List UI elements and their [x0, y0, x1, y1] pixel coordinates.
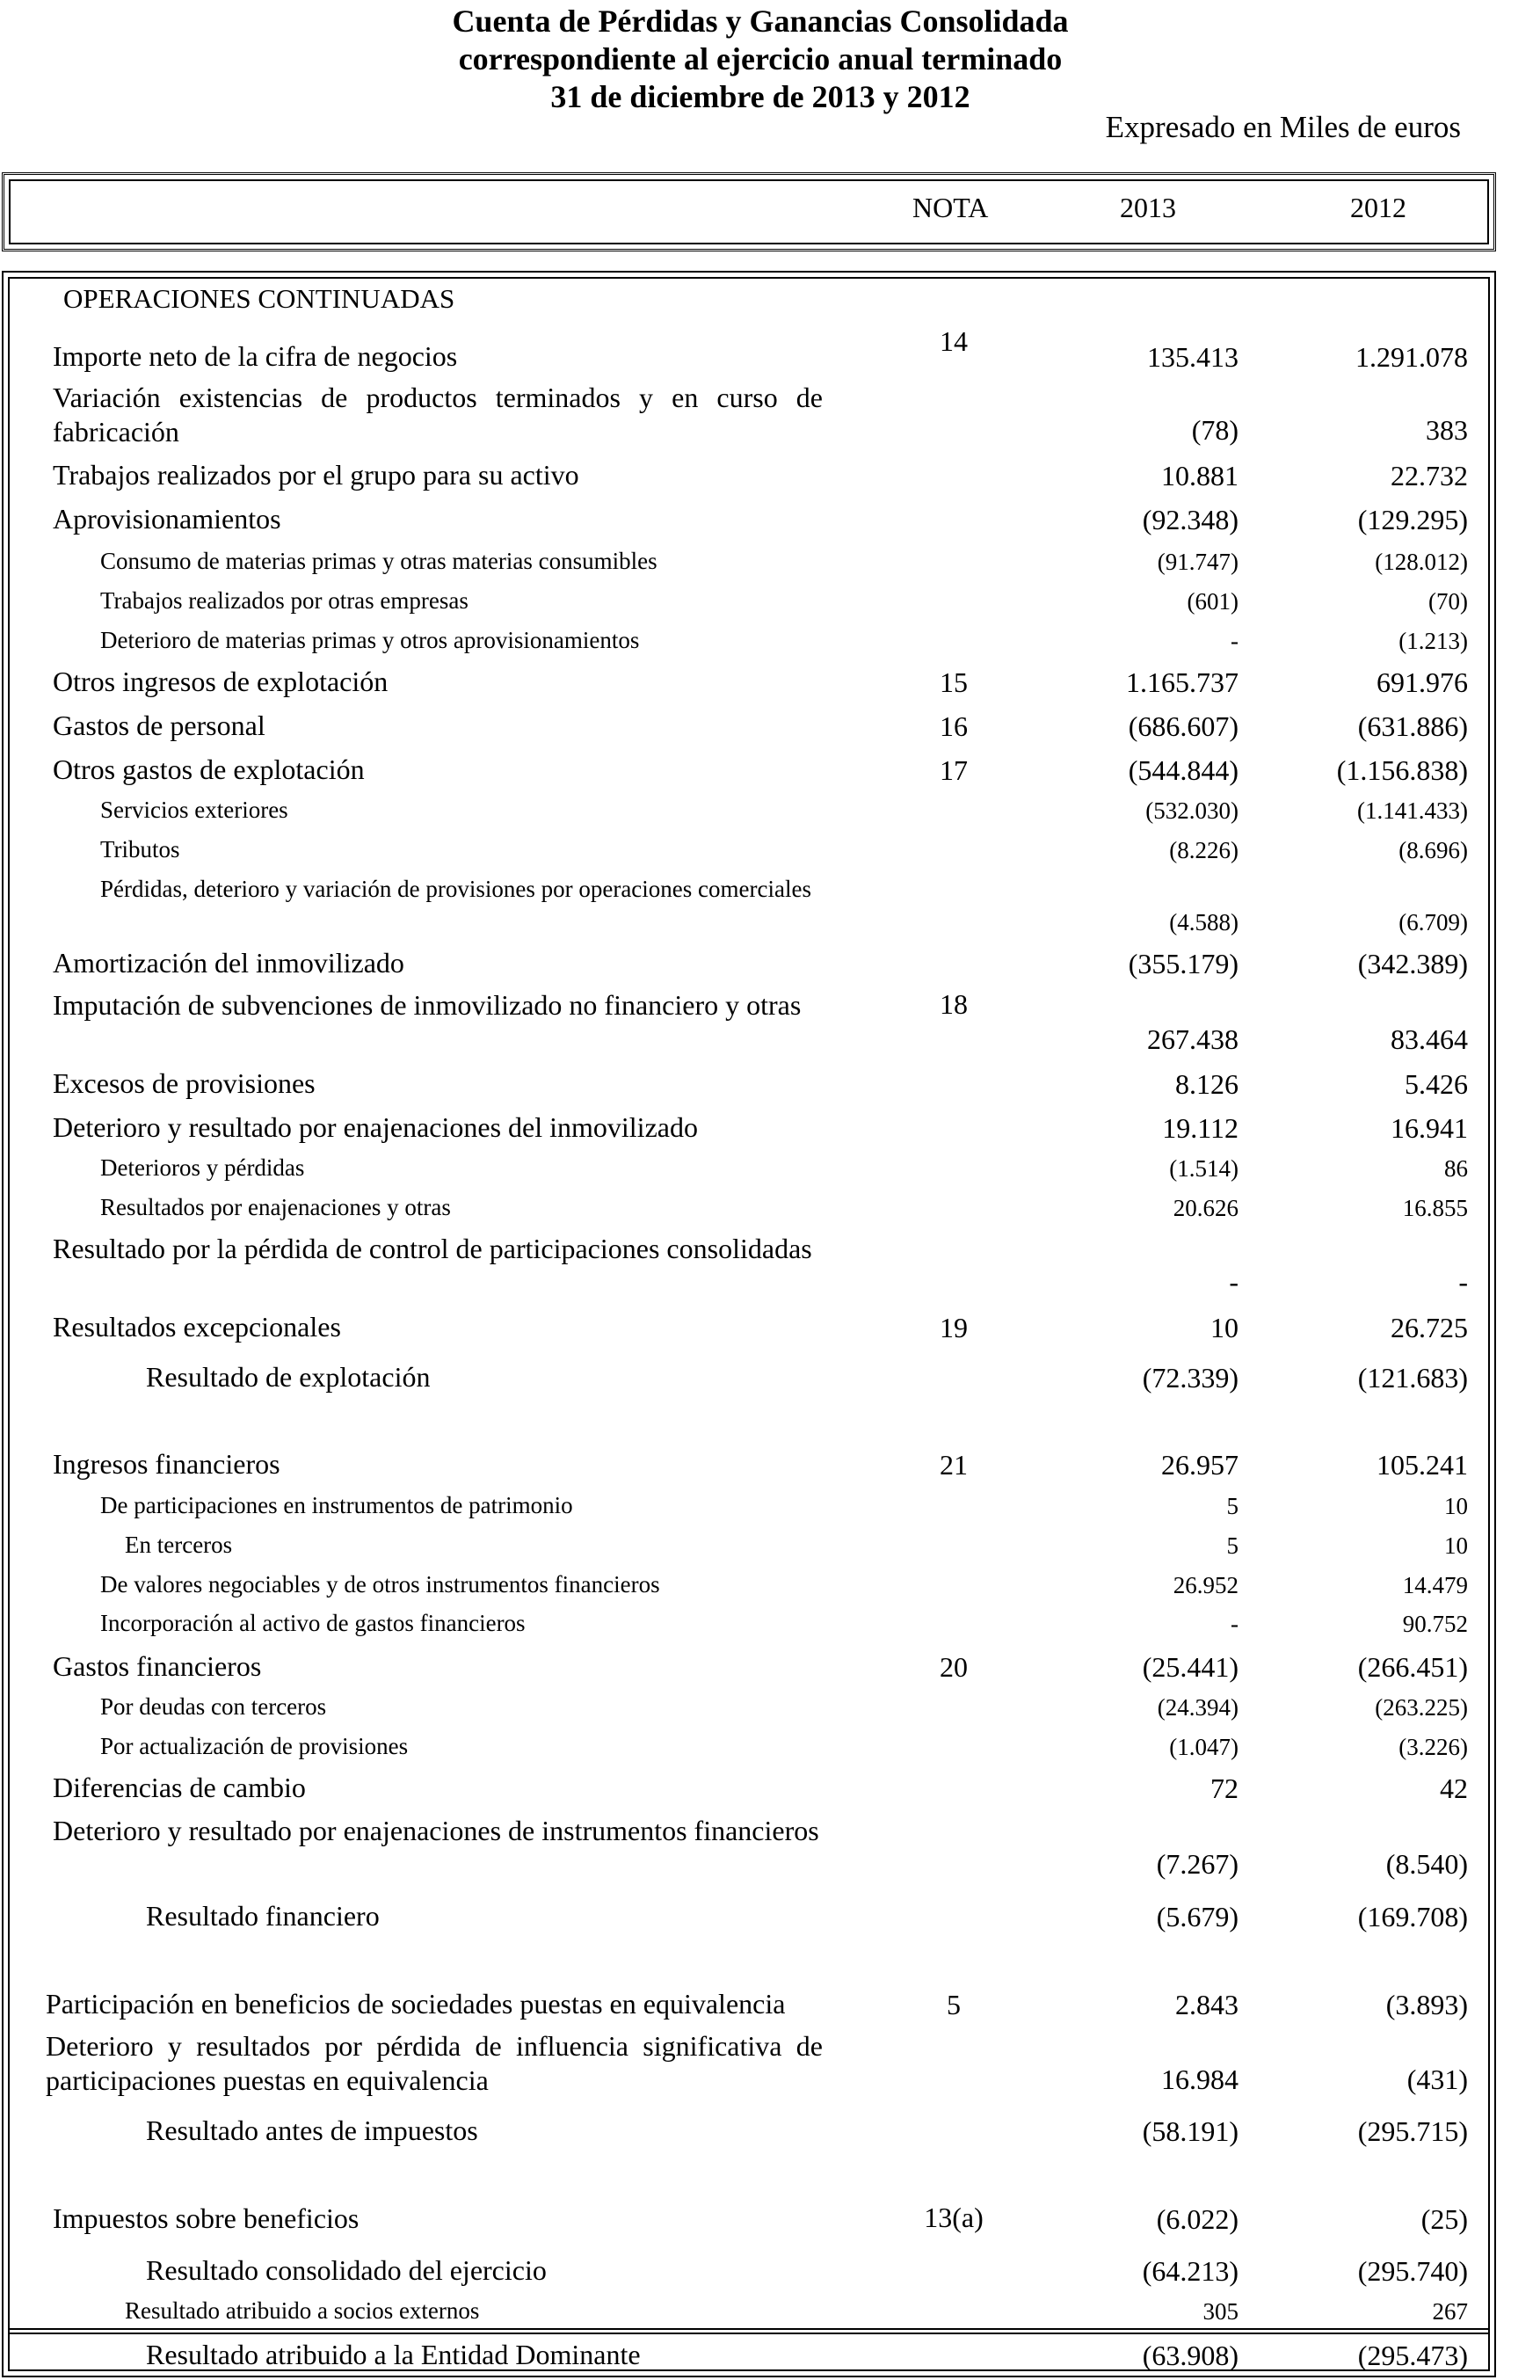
row-label-deterioro-de-materias-primas-y-otros-aprovisionamientos: Deterioro de materias primas y otros aprovisionamientos	[100, 627, 640, 653]
row-label-variacion-existencias-de-productos-terminados-y-en-curso-de-fabricacion: Variación existencias de productos terminados y en curso de fabricación	[53, 382, 823, 448]
row-value-2012-resultados-excepcionales: 26.725	[1391, 1312, 1468, 1343]
row-label-diferencias-de-cambio: Diferencias de cambio	[53, 1772, 306, 1803]
row-label-por-deudas-con-terceros: Por deudas con terceros	[100, 1693, 327, 1720]
row-value-2012-consumo-de-materias-primas-y-otras-materias-consumibles: (128.012)	[1375, 549, 1468, 575]
row-label-imputacion-de-subvenciones-de-inmovilizado-no-financiero-y-otras: Imputación de subvenciones de inmovilizado no financiero y otras	[53, 989, 802, 1021]
row-label-por-actualizacion-de-provisiones: Por actualización de provisiones	[100, 1733, 409, 1759]
row-nota-otros-ingresos-de-explotacion: 15	[940, 666, 968, 698]
header-2013: 2013	[1120, 192, 1176, 223]
row-value-2013-variacion-existencias-de-productos-terminados-y-en-curso-de-fabricacion: (78)	[1191, 414, 1239, 446]
row-value-2012-trabajos-realizados-por-otras-empresas: (70)	[1428, 588, 1468, 615]
row-value-2012-resultado-financiero: (169.708)	[1357, 1901, 1468, 1932]
row-label-impuestos-sobre-beneficios: Impuestos sobre beneficios	[53, 2202, 360, 2234]
row-value-2013-amortizacion-del-inmovilizado: (355.179)	[1128, 948, 1239, 979]
row-value-2012-ingresos-financieros: 105.241	[1377, 1449, 1468, 1481]
row-value-2013-resultado-de-explotacion: (72.339)	[1142, 1362, 1239, 1394]
row-value-2012-participacion-en-beneficios-de-sociedades-puestas-en-equivalencia: (3.893)	[1385, 1989, 1468, 2020]
row-value-2012-deterioros-y-perdidas: 86	[1444, 1155, 1468, 1182]
row-value-2012-impuestos-sobre-beneficios: (25)	[1420, 2203, 1468, 2235]
row-label-gastos-de-personal: Gastos de personal	[53, 710, 265, 741]
header-2012: 2012	[1350, 192, 1406, 223]
row-label-participacion-en-beneficios-de-sociedades-puestas-en-equivalencia: Participación en beneficios de sociedades puestas en equivalencia	[46, 1988, 786, 2020]
total-separator	[9, 2328, 1489, 2334]
row-nota-importe-neto-de-la-cifra-de-negocios: 14	[940, 325, 968, 357]
row-value-2012-resultado-antes-de-impuestos: (295.715)	[1357, 2115, 1468, 2147]
report-title-line3: 31 de diciembre de 2013 y 2012	[550, 79, 970, 114]
row-value-2012-de-participaciones-en-instrumentos-de-patrimonio: 10	[1444, 1493, 1468, 1519]
row-value-2013-gastos-de-personal: (686.607)	[1128, 710, 1239, 742]
row-label-deterioros-y-perdidas: Deterioros y pérdidas	[100, 1154, 305, 1181]
row-value-2012-perdidas-deterioro-y-variacion-de-provisiones-por-operaciones-comerciales: (6.709)	[1398, 909, 1468, 935]
row-nota-impuestos-sobre-beneficios: 13(a)	[924, 2202, 984, 2233]
row-value-2013-deterioro-y-resultado-por-enajenaciones-de-instrumentos-financieros: (7.267)	[1156, 1848, 1239, 1880]
row-label-amortizacion-del-inmovilizado: Amortización del inmovilizado	[53, 947, 404, 979]
row-label-trabajos-realizados-por-otras-empresas: Trabajos realizados por otras empresas	[100, 587, 469, 614]
row-value-2013-otros-gastos-de-explotacion: (544.844)	[1128, 754, 1239, 786]
row-value-2013-trabajos-realizados-por-el-grupo-para-su-activo: 10.881	[1161, 460, 1239, 491]
row-value-2013-de-participaciones-en-instrumentos-de-patrimonio: 5	[1226, 1493, 1239, 1519]
row-label-en-terceros: En terceros	[125, 1532, 233, 1558]
row-label-resultado-antes-de-impuestos: Resultado antes de impuestos	[146, 2114, 478, 2146]
row-value-2013-deterioro-y-resultado-por-enajenaciones-del-inmovilizado: 19.112	[1162, 1112, 1239, 1144]
row-value-2012-deterioro-de-materias-primas-y-otros-aprovisionamientos: (1.213)	[1398, 628, 1468, 654]
row-nota-gastos-de-personal: 16	[940, 710, 968, 742]
row-label-deterioro-y-resultado-por-enajenaciones-del-inmovilizado: Deterioro y resultado por enajenaciones del inmovilizado	[53, 1111, 698, 1143]
row-label-resultados-por-enajenaciones-y-otras: Resultados por enajenaciones y otras	[100, 1194, 451, 1220]
row-label-de-valores-negociables-y-de-otros-instrumentos-financieros: De valores negociables y de otros instrumentos financieros	[100, 1571, 660, 1598]
row-value-2013-excesos-de-provisiones: 8.126	[1175, 1068, 1239, 1100]
row-nota-imputacion-de-subvenciones-de-inmovilizado-no-financiero-y-otras: 18	[940, 988, 968, 1020]
row-value-2013-importe-neto-de-la-cifra-de-negocios: 135.413	[1147, 341, 1239, 373]
row-value-2012-resultado-por-la-perdida-de-control-de-participaciones-consolidadas: -	[1458, 1266, 1468, 1298]
row-label-perdidas-deterioro-y-variacion-de-provisiones-por-operaciones-comerciales: Pérdidas, deterioro y variación de provisiones por operaciones comerciales	[100, 876, 811, 902]
row-label-resultado-atribuido-a-la-entidad-dominante: Resultado atribuido a la Entidad Dominante	[146, 2339, 641, 2370]
row-value-2012-importe-neto-de-la-cifra-de-negocios: 1.291.078	[1355, 341, 1468, 373]
row-value-2013-tributos: (8.226)	[1169, 837, 1239, 863]
row-value-2012-resultado-consolidado-del-ejercicio: (295.740)	[1357, 2255, 1468, 2287]
row-value-2013-impuestos-sobre-beneficios: (6.022)	[1156, 2203, 1239, 2235]
row-label-deterioro-y-resultados-por-perdida-de-influencia-significativa-de-participaciones-puestas-en-equivalencia: Deterioro y resultados por pérdida de influencia significativa de participaciones puestas en equivalencia	[46, 2030, 823, 2096]
row-value-2012-resultados-por-enajenaciones-y-otras: 16.855	[1402, 1195, 1468, 1221]
report-title-line2: correspondiente al ejercicio anual terminado	[458, 41, 1063, 76]
row-value-2013-ingresos-financieros: 26.957	[1161, 1449, 1239, 1481]
row-value-2013-por-deudas-con-terceros: (24.394)	[1157, 1694, 1239, 1721]
row-label-incorporacion-al-activo-de-gastos-financieros: Incorporación al activo de gastos financieros	[100, 1610, 526, 1636]
row-value-2012-amortizacion-del-inmovilizado: (342.389)	[1357, 948, 1468, 979]
row-value-2012-resultado-atribuido-a-la-entidad-dominante: (295.473)	[1357, 2340, 1468, 2371]
row-label-excesos-de-provisiones: Excesos de provisiones	[53, 1067, 316, 1099]
row-value-2012-diferencias-de-cambio: 42	[1440, 1772, 1468, 1804]
row-value-2013-resultado-consolidado-del-ejercicio: (64.213)	[1142, 2255, 1239, 2287]
row-label-importe-neto-de-la-cifra-de-negocios: Importe neto de la cifra de negocios	[53, 340, 458, 372]
row-value-2013-de-valores-negociables-y-de-otros-instrumentos-financieros: 26.952	[1173, 1572, 1239, 1598]
row-value-2013-resultados-excepcionales: 10	[1210, 1312, 1239, 1343]
row-value-2012-gastos-financieros: (266.451)	[1357, 1651, 1468, 1683]
section-title: OPERACIONES CONTINUADAS	[63, 283, 455, 314]
row-value-2013-consumo-de-materias-primas-y-otras-materias-consumibles: (91.747)	[1157, 549, 1239, 575]
row-label-resultados-excepcionales: Resultados excepcionales	[53, 1311, 341, 1343]
row-label-aprovisionamientos: Aprovisionamientos	[53, 503, 281, 535]
row-value-2013-incorporacion-al-activo-de-gastos-financieros: -	[1231, 1611, 1239, 1637]
row-value-2012-variacion-existencias-de-productos-terminados-y-en-curso-de-fabricacion: 383	[1426, 414, 1468, 446]
row-value-2013-servicios-exteriores: (532.030)	[1145, 797, 1239, 824]
row-value-2012-de-valores-negociables-y-de-otros-instrumentos-financieros: 14.479	[1402, 1572, 1468, 1598]
row-label-otros-gastos-de-explotacion: Otros gastos de explotación	[53, 753, 365, 785]
row-value-2012-servicios-exteriores: (1.141.433)	[1357, 797, 1468, 824]
header-nota: NOTA	[912, 192, 989, 223]
row-label-de-participaciones-en-instrumentos-de-patrimonio: De participaciones en instrumentos de patrimonio	[100, 1492, 573, 1518]
row-label-trabajos-realizados-por-el-grupo-para-su-activo: Trabajos realizados por el grupo para su activo	[53, 459, 579, 491]
row-value-2013-resultado-atribuido-a-la-entidad-dominante: (63.908)	[1142, 2340, 1239, 2371]
row-value-2013-diferencias-de-cambio: 72	[1210, 1772, 1239, 1804]
row-value-2012-gastos-de-personal: (631.886)	[1357, 710, 1468, 742]
row-value-2012-otros-ingresos-de-explotacion: 691.976	[1377, 666, 1468, 698]
row-value-2012-tributos: (8.696)	[1398, 837, 1468, 863]
row-label-gastos-financieros: Gastos financieros	[53, 1650, 262, 1682]
row-value-2013-resultados-por-enajenaciones-y-otras: 20.626	[1173, 1195, 1239, 1221]
unit-label: Expresado en Miles de euros	[1105, 110, 1461, 144]
row-value-2013-resultado-atribuido-a-socios-externos: 305	[1202, 2298, 1239, 2325]
row-label-servicios-exteriores: Servicios exteriores	[100, 797, 288, 823]
row-value-2013-deterioro-de-materias-primas-y-otros-aprovisionamientos: -	[1231, 628, 1239, 654]
row-nota-gastos-financieros: 20	[940, 1651, 968, 1683]
row-label-resultado-de-explotacion: Resultado de explotación	[146, 1361, 431, 1393]
row-value-2013-por-actualizacion-de-provisiones: (1.047)	[1169, 1734, 1239, 1760]
row-value-2013-otros-ingresos-de-explotacion: 1.165.737	[1126, 666, 1239, 698]
row-value-2012-deterioro-y-resultados-por-perdida-de-influencia-significativa-de-participaciones-puestas-en-equivalencia: (431)	[1406, 2063, 1468, 2095]
row-nota-ingresos-financieros: 21	[940, 1449, 968, 1481]
row-value-2012-otros-gastos-de-explotacion: (1.156.838)	[1336, 754, 1468, 786]
row-value-2012-deterioro-y-resultado-por-enajenaciones-de-instrumentos-financieros: (8.540)	[1385, 1848, 1468, 1880]
row-value-2013-deterioro-y-resultados-por-perdida-de-influencia-significativa-de-participaciones-puestas-en-equivalencia: 16.984	[1161, 2063, 1239, 2095]
row-label-tributos: Tributos	[100, 836, 180, 862]
row-label-ingresos-financieros: Ingresos financieros	[53, 1448, 280, 1480]
row-label-resultado-consolidado-del-ejercicio: Resultado consolidado del ejercicio	[146, 2254, 547, 2286]
row-value-2013-en-terceros: 5	[1226, 1532, 1239, 1559]
row-label-otros-ingresos-de-explotacion: Otros ingresos de explotación	[53, 666, 389, 697]
row-label-resultado-financiero: Resultado financiero	[146, 1900, 380, 1932]
row-value-2012-trabajos-realizados-por-el-grupo-para-su-activo: 22.732	[1391, 460, 1468, 491]
row-value-2013-aprovisionamientos: (92.348)	[1142, 504, 1239, 535]
row-value-2013-trabajos-realizados-por-otras-empresas: (601)	[1187, 588, 1239, 615]
row-value-2012-incorporacion-al-activo-de-gastos-financieros: 90.752	[1402, 1611, 1468, 1637]
row-nota-participacion-en-beneficios-de-sociedades-puestas-en-equivalencia: 5	[947, 1989, 961, 2020]
row-value-2012-excesos-de-provisiones: 5.426	[1405, 1068, 1468, 1100]
row-nota-resultados-excepcionales: 19	[940, 1312, 968, 1343]
row-value-2012-resultado-de-explotacion: (121.683)	[1357, 1362, 1468, 1394]
report-title-line1: Cuenta de Pérdidas y Ganancias Consolidada	[452, 4, 1069, 39]
header-box	[2, 172, 1496, 251]
row-value-2013-deterioros-y-perdidas: (1.514)	[1169, 1155, 1239, 1182]
row-value-2012-por-actualizacion-de-provisiones: (3.226)	[1398, 1734, 1468, 1760]
row-value-2012-resultado-atribuido-a-socios-externos: 267	[1432, 2298, 1468, 2325]
row-value-2013-resultado-por-la-perdida-de-control-de-participaciones-consolidadas: -	[1229, 1266, 1239, 1298]
row-label-resultado-por-la-perdida-de-control-de-participaciones-consolidadas: Resultado por la pérdida de control de participaciones consolidadas	[53, 1233, 812, 1264]
row-value-2012-imputacion-de-subvenciones-de-inmovilizado-no-financiero-y-otras: 83.464	[1391, 1023, 1468, 1055]
row-value-2012-en-terceros: 10	[1444, 1532, 1468, 1559]
row-value-2013-gastos-financieros: (25.441)	[1142, 1651, 1239, 1683]
row-value-2012-deterioro-y-resultado-por-enajenaciones-del-inmovilizado: 16.941	[1391, 1112, 1468, 1144]
row-value-2013-imputacion-de-subvenciones-de-inmovilizado-no-financiero-y-otras: 267.438	[1147, 1023, 1239, 1055]
row-value-2013-perdidas-deterioro-y-variacion-de-provisiones-por-operaciones-comerciales: (4.588)	[1169, 909, 1239, 935]
row-value-2013-participacion-en-beneficios-de-sociedades-puestas-en-equivalencia: 2.843	[1175, 1989, 1239, 2020]
row-value-2013-resultado-financiero: (5.679)	[1156, 1901, 1239, 1932]
row-value-2013-resultado-antes-de-impuestos: (58.191)	[1142, 2115, 1239, 2147]
row-label-resultado-atribuido-a-socios-externos: Resultado atribuido a socios externos	[125, 2297, 480, 2324]
row-value-2012-aprovisionamientos: (129.295)	[1357, 504, 1468, 535]
row-nota-otros-gastos-de-explotacion: 17	[940, 754, 968, 786]
row-label-consumo-de-materias-primas-y-otras-materias-consumibles: Consumo de materias primas y otras materias consumibles	[100, 548, 657, 574]
row-label-deterioro-y-resultado-por-enajenaciones-de-instrumentos-financieros: Deterioro y resultado por enajenaciones de instrumentos financieros	[53, 1815, 819, 1846]
row-value-2012-por-deudas-con-terceros: (263.225)	[1375, 1694, 1468, 1721]
